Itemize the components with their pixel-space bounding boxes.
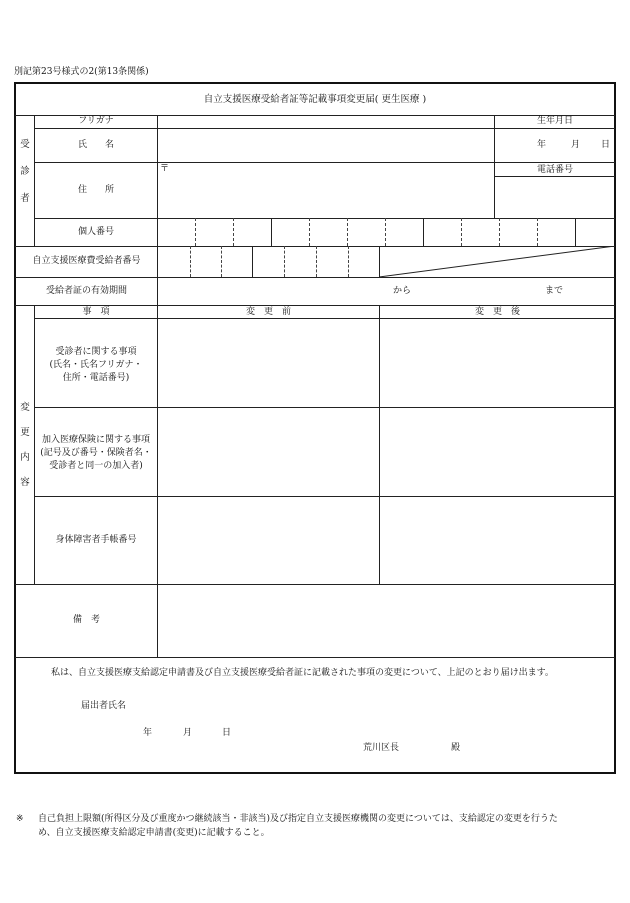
changes-label-2: 更 [20,427,30,438]
column-header-after: 変 更 後 [474,307,520,317]
phone-field[interactable] [495,177,615,217]
change-row-3-before-field[interactable] [158,497,378,583]
column-header-item: 事 項 [82,307,110,317]
notifier-name-field[interactable] [135,699,355,713]
changes-label-4: 容 [20,477,30,488]
change-row-1-line-1: 受診者に関する事項 [55,347,137,357]
form-reference: 別記第23号様式の2(第13条関係) [14,67,149,77]
dob-day-unit: 日 [601,140,611,150]
personal-number-field[interactable] [158,219,614,245]
form-title: 自立支援医療受給者証等記載事項変更届( 更生医療 ) [203,94,427,105]
declaration-statement: 私は、自立支援医療支給認定申請書及び自立支援医療受給者証に記載された事項の変更について、上記のとおり届け出ます。 [51,668,554,678]
recipient-label-3: 者 [20,193,30,204]
change-row-1-line-2: (氏名・氏名フリガナ・ [49,360,143,370]
validity-label: 受給者証の有効期間 [45,286,127,296]
address-label: 住 所 [77,185,114,195]
footnote-mark: ※ [16,814,24,824]
furigana-label: フリガナ [78,116,114,126]
change-row-3-after-field[interactable] [380,497,614,583]
change-row-1-item [35,346,157,385]
recipient-label-1: 受 [20,139,30,150]
date-year-unit: 年 [143,728,153,738]
column-header-before: 変 更 前 [245,307,291,317]
name-label: 氏 名 [77,140,114,150]
address-field[interactable] [172,163,493,217]
change-row-1-line-3: 住所・電話番号) [62,373,130,383]
remarks-field[interactable] [158,585,614,656]
changes-label-1: 変 [20,402,30,413]
phone-label: 電話番号 [536,165,573,175]
addressee: 荒川区長 [363,743,400,753]
furigana-field[interactable] [158,116,493,127]
recipient-label-2: 診 [20,166,30,177]
change-row-2-line-3: 受診者と同一の加入者) [49,461,143,471]
footnote-line-1: 自己負担上限額(所得区分及び重度かつ継続該当・非該当)及び指定自立支援医療機関の変更については、支給認定の変更を行うた [38,814,558,824]
dob-field[interactable] [495,129,615,161]
change-row-1-before-field[interactable] [158,319,378,406]
dob-month-unit: 月 [571,140,581,150]
notifier-label: 届出者氏名 [81,701,127,711]
date-month-unit: 月 [183,728,193,738]
dob-label: 生年月日 [536,116,573,126]
remarks-label: 備 考 [72,615,100,625]
change-row-2-item [35,434,157,473]
change-row-2-before-field[interactable] [158,408,378,495]
date-day-unit: 日 [222,728,232,738]
cert-number-label: 自立支援医療費受給者番号 [32,256,141,266]
change-row-2-line-1: 加入医療保険に関する事項 [41,435,150,445]
dob-year-unit: 年 [537,140,547,150]
footnote-line-2: め、自立支援医療支給認定申請書(変更)に記載すること。 [38,828,270,838]
name-field[interactable] [158,129,493,161]
addressee-honorific: 殿 [451,743,461,753]
change-row-2-after-field[interactable] [380,408,614,495]
change-row-2-line-2: (記号及び番号・保険者名・ [40,448,152,458]
change-row-3-item: 身体障害者手帳番号 [55,535,137,545]
validity-until: まで [545,286,564,296]
validity-from: から [393,286,412,296]
cert-number-field[interactable] [158,247,378,276]
postal-mark-icon: 〒 [160,164,170,174]
changes-label-3: 内 [20,452,30,463]
change-row-1-after-field[interactable] [380,319,614,406]
cert-number-diagonal [379,246,615,277]
personal-number-label: 個人番号 [77,227,114,237]
